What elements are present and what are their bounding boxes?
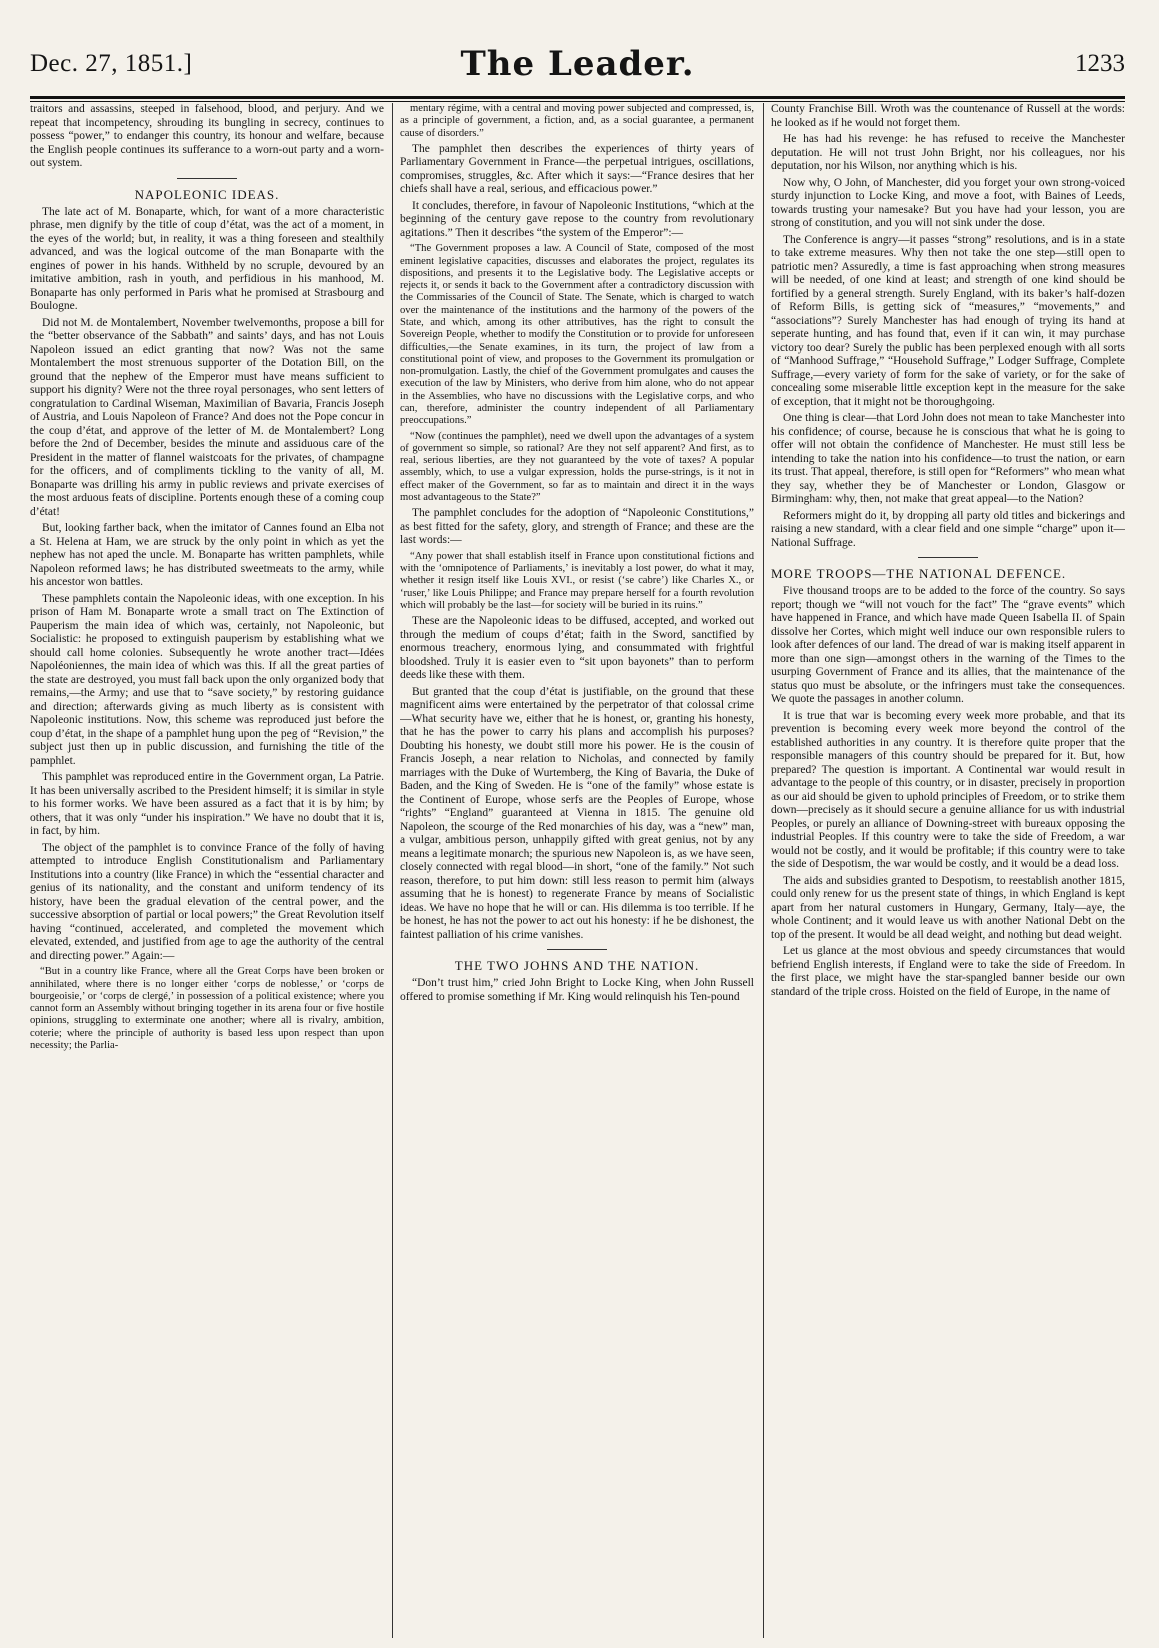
- paragraph: It concludes, therefore, in favour of Napoleonic Institutions, “which at the beginning of the century gave repose to the country from revolutionary agitations.” Then it describes “the system of the Emperor”:—: [400, 199, 754, 239]
- block-quote: mentary régime, with a central and moving power subjected and compressed, is, as a principle of government, a fiction, and, as a social guarantee, a permanent cause of disorders.”: [400, 103, 754, 139]
- paragraph: Let us glance at the most obvious and speedy circumstances that would befriend English interests, if England were to take the side of Freedom. In the first place, we might have the star-spangled banner beside our own standard of the triple cross. Hoisted on the field of Europe, in the name of: [771, 945, 1125, 998]
- paragraph: County Franchise Bill. Wroth was the countenance of Russell at the words: he looked as if he would not forget them.: [771, 103, 1125, 129]
- header-rule: [30, 96, 1125, 99]
- block-quote: “Now (continues the pamphlet), need we dwell upon the advantages of a system of government so simple, so rational? Are they not self apparent? And first, as to real, serious liberties, are they not guaranteed by the vote of taxes? A popular assembly, which, to use a vulgar expression, holds the purse-strings, is it not in effect maker of the Government, so far as to maintain and direct it in the ways most advantageous to the State?”: [400, 430, 754, 503]
- column-1: [30, 103, 384, 1638]
- page-number: 1233: [1075, 50, 1125, 77]
- column-2: [400, 103, 754, 1638]
- paragraph: The object of the pamphlet is to convince France of the folly of having attempted to introduce English Constitutionalism and Parliamentary Institutions into a country (like France) in which the “essential character and genius of its nationality, and the constant and uniform tendency of its history, have been the gradual elevation of the central power, and the successive absorption of partial or local powers;” the Great Revolution itself having “continued, accelerated, and completed the movement which elevated, extended, and justified from age to age the authority of the central and directing power.” Again:—: [30, 841, 384, 962]
- paragraph: The pamphlet concludes for the adoption of “Napoleonic Constitutions,” as best fitted for the safety, glory, and strength of France; and these are the last words:—: [400, 507, 754, 547]
- block-quote: “The Government proposes a law. A Council of State, composed of the most eminent legislative capacities, discusses and elaborates the project, regulates its dispositions, and presents it to the Legislative body. The Legislative accepts or rejects it, or sends it back to the Government after a contradictory discussion with the Commissaries of the Council of State. The Senate, which is charged to watch over the maintenance of the institutions and the harmony of the powers of the State, and which, among its other attributives, has the right to consult the Sovereign People, whether to modify the Constitution or to provide for unforeseen difficulties,—the Senate examines, in its turn, the project of law from a constitutional point of view, and proposes to the Government its promulgation or non-promulgation. Lastly, the chief of the Government promulgates and causes the execution of the law by Ministers, who derive from him alone, who do not appear in the Assemblies, who have no discussions with the Legislative corps, and who can, therefore, administer the country independent of all Parliamentary preoccupations.”: [400, 243, 754, 427]
- paragraph: These pamphlets contain the Napoleonic ideas, with one exception. In his prison of Ham M. Bonaparte wrote a small tract on The Extinction of Pauperism the main idea of which was, certainly, not Napoleonic, but Socialistic: he proposed to extinguish pauperism by establishing what we should call home colonies. Subsequently he wrote another tract—Idées Napoléoniennes, the main idea of which was this. If all the great parties of the state are destroyed, you must fall back upon the only organized body that remains,—the Army; and use that to “save society,” by restoring guidance and direction; afterwards giving as much liberty as is consistent with Napoleonic institutions. Now, this scheme was reproduced just before the coup d’état, in the shape of a pamphlet hung upon the peg of “Revision,” the subject just then up in public discussion, and furnishing the title of the pamphlet.: [30, 592, 384, 767]
- section-heading-two-johns: THE TWO JOHNS AND THE NATION.: [454, 958, 700, 974]
- paragraph: But granted that the coup d’état is justifiable, on the ground that these magnificent aims were entertained by the perpetrator of that colossal crime—What security have we, either that he is honest, or, granting his honesty, that he has the power to carry his plans and accomplish his purposes? Doubting his honesty, we doubt still more his power. He is the cousin of Francis Joseph, a near relation to Nicholas, and connected by family marriages with the Duke of Wurtemberg, the King of Bavaria, the Duke of Baden, and the King of Sweden. He is “one of the family” whose estate is the Continent of Europe, whose serfs are the Peoples of Europe, whose “rights” “England” guaranteed at Vienna in 1815. The genuine old Napoleon, the scourge of the Red monarchies of his day, was a “new” man, a vulgar, ambitious person, unhappily gifted with great genius, not by any means a legitimate monarch; the spurious new Napoleon is, as we have seen, closely connected with regal blood—in short, “one of the family.” Not such reason, therefore, to put him down: still less reason to permit him (always assuming that he is honest) to regenerate France by means of Socialistic ideas. We have no hope that he will or can. His dilemma is too terrible. If he be honest, he has not the power to act out his honesty: if he be dishonest, the faintest palliation of his crime vanishes.: [400, 685, 754, 941]
- issue-date: Dec. 27, 1851.]: [30, 50, 193, 77]
- paragraph: He has had his revenge: he has refused to receive the Manchester deputation. He will not trust John Bright, nor his colleagues, nor his deputation, nor his Wilson, nor anything which is his.: [771, 133, 1125, 172]
- column-3: [771, 103, 1125, 1638]
- masthead-title: The Leader.: [460, 44, 695, 84]
- paragraph: “Don’t trust him,” cried John Bright to Locke King, when John Russell offered to promise something if Mr. King would relinquish his Ten-pound: [400, 977, 754, 1003]
- section-heading-napoleonic-ideas: NAPOLEONIC IDEAS.: [134, 186, 280, 202]
- paragraph: The pamphlet then describes the experiences of thirty years of Parliamentary Government in France—the perpetual intrigues, oscillations, compromises, struggles, &c. After which it says:—“France desires that her chiefs shall have a real, serious, and efficacious power.”: [400, 142, 754, 196]
- header-rule-thin: [30, 101, 1125, 102]
- column-divider: [392, 103, 393, 1638]
- block-quote: “Any power that shall establish itself in France upon constitutional fictions and with the ‘omnipotence of Parliaments,’ is inevitably a lost power, do what it may, whether it resign itself like Louis XVI., or resist (‘se cabre’) like Charles X., or ‘ruser,’ like Louis Philippe; and France may prepare herself for a fourth revolution which will probably be the last—for society will be buried in its ruins.”: [400, 550, 754, 611]
- paragraph: Five thousand troops are to be added to the force of the country. So says report; though we “will not vouch for the fact” The “grave events” which have happened in France, and which have made Queen Isabella II. of Spain dissolve her Cortes, which might well induce our own responsible rulers to look after defences of our land. The dread of war is making itself apparent in more than one sign—amongst others in the warning of the Times to the usurping Government of France and its allies, that the maintenance of the status quo must be absolute, or the infringers must take the consequences. We quote the passages in another column.: [771, 585, 1125, 706]
- paragraph: The late act of M. Bonaparte, which, for want of a more characteristic phrase, men dignify by the title of coup d’état, was the act of a moment, in the eyes of the world; but, in reality, it was a thing foreseen and stealthily advanced, and was the logical outcome of the man Bonaparte with the engines of power in his hands. Withheld by no scruple, devoured by an imitative ambition, rash in youth, and perfidious in his manhood, M. Bonaparte has only performed in Paris what he promised at Strasbourg and Boulogne.: [30, 205, 384, 313]
- section-separator: [918, 557, 978, 558]
- section-heading-more-troops: MORE TROOPS—THE NATIONAL DEFENCE.: [771, 566, 1067, 581]
- section-separator: [547, 949, 607, 950]
- paragraph: But, looking farther back, when the imitator of Cannes found an Elba not a St. Helena at Ham, we are struck by the only point in which as yet the nephew has not aped the uncle. M. Bonaparte has written pamphlets, while Napoleon reformed laws; he has distributed sweetmeats to the army, while his ancestor won battles.: [30, 522, 384, 589]
- paragraph: One thing is clear—that Lord John does not mean to take Manchester into his confidence; of course, because he is conscious that what he is going to offer will not obtain the confidence of Manchester. He must still less be intending to take the nation into his confidence—to trust the nation, or earn its trust. That appeal, therefore, is still open for “Reformers” who mean what they say, whether they be of Manchester or London, Glasgow or Birmingham: why, then, not make that great appeal—to the Nation?: [771, 412, 1125, 505]
- paragraph: This pamphlet was reproduced entire in the Government organ, La Patrie. It has been universally ascribed to the President himself; it is similar in style to his former works. We have been assured as a fact that it is by him; by others, that it was only “under his inspiration.” We have no doubt that it is, in fact, by him.: [30, 771, 384, 838]
- paragraph: These are the Napoleonic ideas to be diffused, accepted, and worked out through the medium of coups d’état; faith in the Sword, sanctified by enormous treachery, enormous lying, and consummated with frightful bloodshed. Truly it is easier even to “sit upon bayonets” than to perform deeds like these with them.: [400, 615, 754, 682]
- paragraph: It is true that war is becoming every week more probable, and that its prevention is becoming every week more beyond the control of the established authorities in any country. It is therefore quite proper that the responsible managers of this country should be prepared for it. But, how prepared? The question is important. A Continental war would result in advantage to the people of this country, or in disaster, precisely in proportion as our aid should be given to uphold principles of Freedom, or to strike them down—precisely as it should secure a genuine alliance for us with industrial Peoples, or purely an alliance of Downing-street with bureaux opposing the industrial Peoples. If this country were to take the side of Freedom, a war would not be costly, and it would be profitable; if this country were to take the side of Despotism, the war would be costly, and it would be a dead loss.: [771, 709, 1125, 871]
- column-divider: [763, 103, 764, 1638]
- paragraph: traitors and assassins, steeped in falsehood, blood, and perjury. And we repeat that incompetency, shrouding its bungling in secrecy, continues to possess “power,” to endanger this country, its honour and welfare, because the English people continues its sufferance to a worn-out party and a worn-out system.: [30, 103, 384, 169]
- block-quote: “But in a country like France, where all the Great Corps have been broken or annihilated, where there is no longer either ‘corps de noblesse,’ or ‘corps de bourgeoisie,’ or ‘corps de clergé,’ in possession of a political existence; where you cannot form an Assembly without bringing together in its arena four or five hostile opinions, struggling to exterminate one another; where all is rivalry, ambition, coterie; where the principle of authority is based less upon respect than upon necessity; the Parlia-: [30, 966, 384, 1051]
- paragraph: Reformers might do it, by dropping all party old titles and bickerings and raising a new standard, with a clear field and one simple “charge” upon it—National Suffrage.: [771, 509, 1125, 549]
- paragraph: Now why, O John, of Manchester, did you forget your own strong-voiced sturdy injunction to Locke King, and move a foot, with Baines of Leeds, towards trusting your namesake? But you have had your lesson, you are strong of constitution, and you will not sink under the dose.: [771, 176, 1125, 229]
- page-header: [30, 44, 1125, 96]
- paragraph: The aids and subsidies granted to Despotism, to reestablish another 1815, could only renew for us the present state of things, in which England is kept apart from her natural customers in Hungary, Germany, Italy—aye, the whole Continent; and it would leave us with another National Debt on the top of the present. It would be all dead weight, and nothing but dead weight.: [771, 874, 1125, 941]
- paragraph: The Conference is angry—it passes “strong” resolutions, and is in a state to take extreme measures. Why then not take the one step—still open to patriotic men? Assuredly, a time is fast approaching when strong measures will be needed, of one kind at least; and strength of one kind should be fortified by a general strength. Surely England, with its baker’s half-dozen of Reform Bills, is getting sick of “measures,” “movements,” and “associations”? Surely Manchester has had enough of trying its hand at seperate hunting, and has found that, even if it can win, it may purchase victory too dear? Surely the public has been perplexed enough with all sorts of “Manhood Suffrage,” “Household Suffrage,” Lodger Suffrage, Complete Suffrage,—every variety of form for the sake of variety, or for the sake of concealing some miserable little exception kept in the measure for the sake of exception, that it might not be thoroughgoing.: [771, 233, 1125, 408]
- section-separator: [177, 178, 237, 179]
- paragraph: Did not M. de Montalembert, November twelvemonths, propose a bill for the “better observance of the Sabbath” and saints’ days, and has not Louis Napoleon issued an edict granting that now? Was not the same Montalembert the most strenuous supporter of the Dotation Bill, on the ground that the nephew of the Emperor must have means sufficient to support his dignity? Were not the three royal personages, who sent letters of congratulation to Cardinal Wiseman, Maximilian of Bavaria, Francis Joseph of Austria, and Louis Napoleon of France? And does not the Pope concur in the coup d’état, and approve of the letter of M. de Montalembert? Long before the 2nd of December, besides the minute and assiduous care of the President in the matter of flannel waistcoats for the privates, of champagne for the officers, and of compliments tickling to the vanity of all, M. Bonaparte was drilling his army in public reviews and private exercises of the most arduous feats of discipline. Portents enough these of a coming coup d’état!: [30, 316, 384, 518]
